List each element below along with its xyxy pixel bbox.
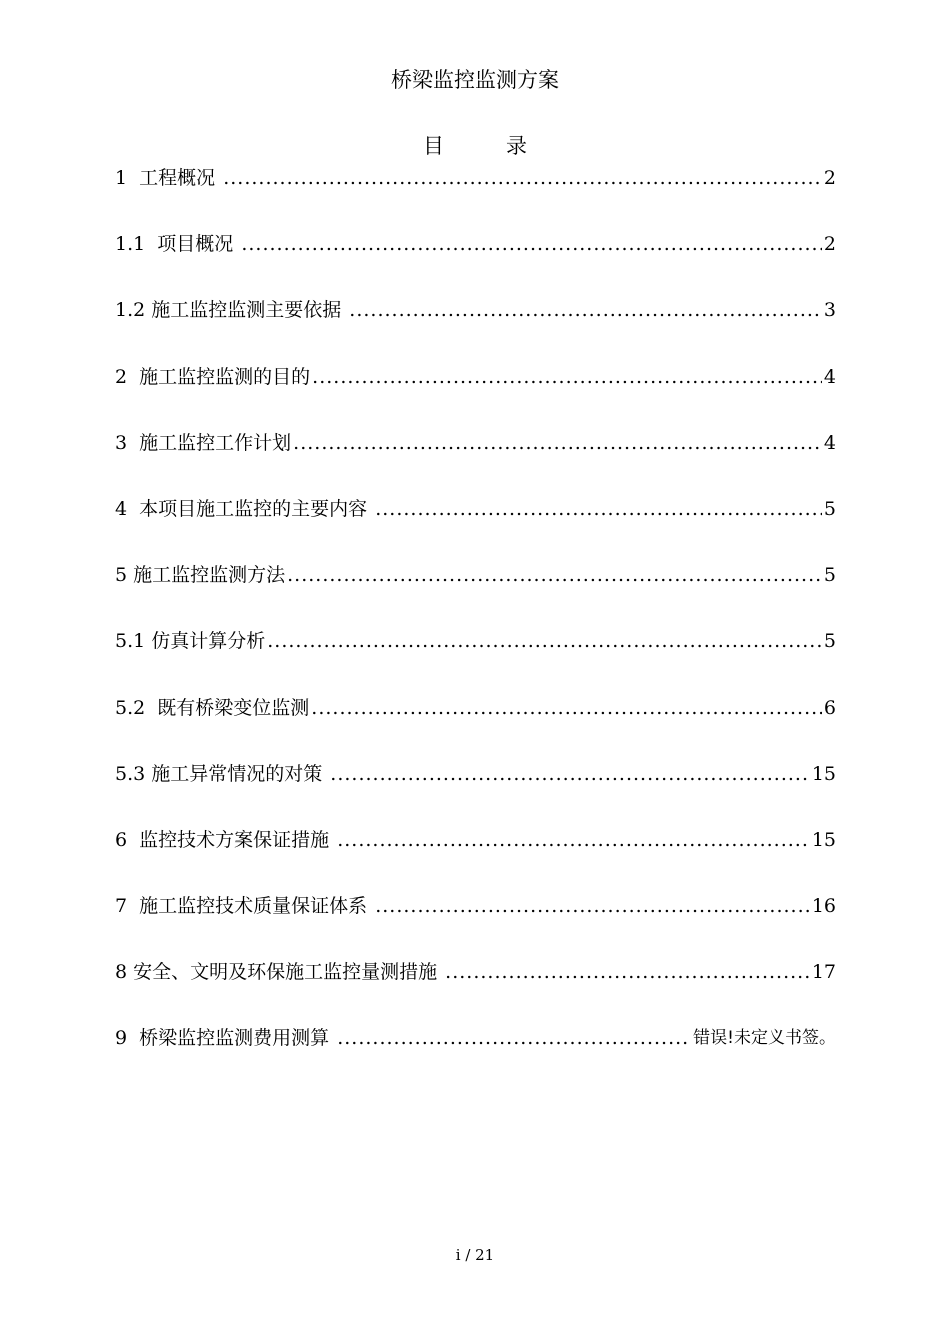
toc-entry-label: 7 施工监控技术质量保证体系 bbox=[115, 895, 374, 918]
toc-entry-page: 4 bbox=[823, 365, 836, 388]
toc-entry-label: 2 施工监控监测的目的 bbox=[115, 365, 311, 388]
toc-entry[interactable] bbox=[115, 295, 836, 361]
toc-entry[interactable] bbox=[115, 825, 836, 891]
toc-entry[interactable] bbox=[115, 428, 836, 494]
toc-dot-leader bbox=[311, 693, 822, 723]
toc-entry-page: 6 bbox=[823, 696, 836, 719]
toc-dot-leader bbox=[287, 560, 822, 590]
toc-entry-page: 5 bbox=[823, 630, 836, 653]
toc-dot-leader bbox=[267, 626, 822, 656]
toc-entry[interactable] bbox=[115, 957, 836, 1023]
toc-dot-leader bbox=[223, 163, 822, 193]
toc-dot-leader bbox=[312, 362, 822, 392]
toc-entry[interactable] bbox=[115, 759, 836, 825]
toc-entry[interactable] bbox=[115, 362, 836, 428]
toc-dot-leader bbox=[445, 957, 810, 987]
toc-entry[interactable] bbox=[115, 1023, 836, 1089]
toc-entry-label: 5.3 施工异常情况的对策 bbox=[115, 762, 329, 785]
toc-entry-page: 5 bbox=[823, 497, 836, 520]
toc-entry-label: 5.1 仿真计算分析 bbox=[115, 630, 266, 653]
toc-entry-page-error: 错误!未定义书签。 bbox=[693, 1028, 836, 1049]
toc-entry[interactable] bbox=[115, 494, 836, 560]
toc-dot-leader bbox=[330, 759, 810, 789]
toc-dot-leader bbox=[337, 825, 810, 855]
toc-entry-page: 4 bbox=[823, 431, 836, 454]
page-indicator: i / 21 bbox=[455, 1246, 495, 1264]
toc-entry-page: 2 bbox=[823, 167, 836, 189]
toc-heading: 目录 bbox=[423, 134, 589, 158]
document-title: 桥梁监控监测方案 bbox=[391, 68, 559, 92]
toc-entry-label: 1 工程概况 bbox=[115, 167, 222, 189]
toc-dot-leader bbox=[293, 428, 822, 458]
toc-entry-label: 5 施工监控监测方法 bbox=[115, 564, 286, 587]
toc-entry-label: 4 本项目施工监控的主要内容 bbox=[115, 497, 374, 520]
toc-dot-leader bbox=[241, 229, 822, 259]
toc-entry[interactable] bbox=[115, 626, 836, 692]
toc-entry[interactable] bbox=[115, 693, 836, 759]
toc-entry-page: 15 bbox=[811, 828, 836, 851]
toc-dot-leader bbox=[337, 1023, 691, 1053]
toc-dot-leader bbox=[375, 494, 822, 524]
toc-entry[interactable] bbox=[115, 891, 836, 957]
toc-entry-label: 6 监控技术方案保证措施 bbox=[115, 828, 336, 851]
toc-dot-leader bbox=[375, 891, 810, 921]
toc-entry-page: 17 bbox=[811, 961, 836, 984]
toc-entry-page: 3 bbox=[823, 299, 836, 322]
toc-entry-label: 1.1 项目概况 bbox=[115, 233, 240, 256]
table-of-contents bbox=[115, 163, 836, 1090]
toc-entry-label: 9 桥梁监控监测费用测算 bbox=[115, 1027, 336, 1050]
toc-entry[interactable] bbox=[115, 560, 836, 626]
toc-entry-label: 5.2 既有桥梁变位监测 bbox=[115, 696, 310, 719]
toc-entry-page: 5 bbox=[823, 564, 836, 587]
toc-dot-leader bbox=[349, 295, 822, 325]
toc-entry-label: 3 施工监控工作计划 bbox=[115, 431, 292, 454]
toc-entry-page: 16 bbox=[811, 895, 836, 918]
toc-entry-label: 8 安全、文明及环保施工监控量测措施 bbox=[115, 961, 444, 984]
toc-entry[interactable] bbox=[115, 163, 836, 229]
toc-entry-page: 15 bbox=[811, 762, 836, 785]
toc-entry-label: 1.2 施工监控监测主要依据 bbox=[115, 299, 348, 322]
toc-entry[interactable] bbox=[115, 229, 836, 295]
toc-entry-page: 2 bbox=[823, 233, 836, 256]
